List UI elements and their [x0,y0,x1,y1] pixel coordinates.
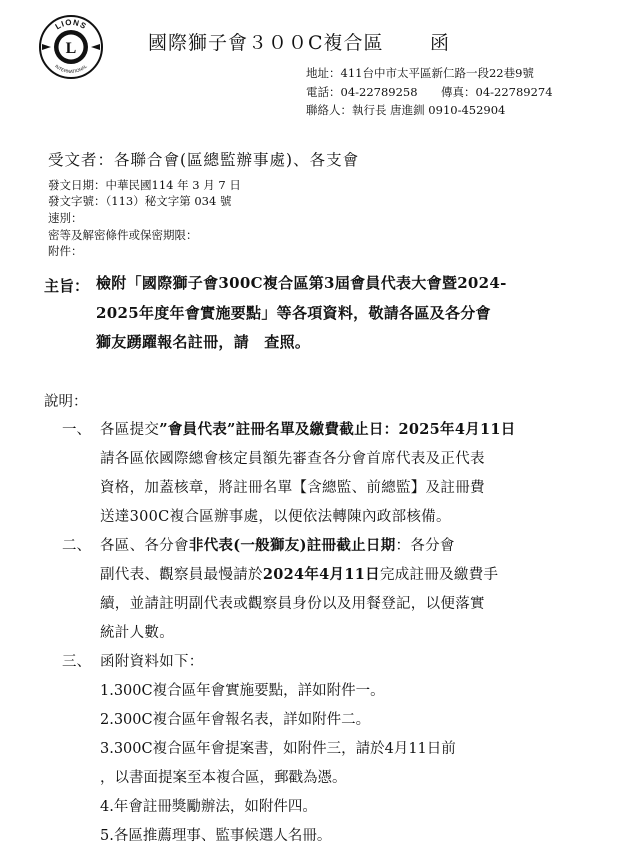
organization-title: 國際獅子會３００C複合區 [148,32,384,54]
speed-class: 速別： [48,211,83,225]
item-line: 函附資料如下： [100,654,204,670]
item-text: ：各分會 [395,538,455,554]
item-text: 完成註冊及繳費手 [379,567,499,583]
item-line: 資格，加蓋核章，將註冊名單【含總監、前總監】及註冊費 [100,480,485,496]
attachment-item: ，以書面提案至本複合區，郵戳為憑。 [100,770,347,786]
fax: 傳真：04-22789274 [441,85,553,99]
subject-line: 檢附「國際獅子會300C複合區第3屆會員代表大會暨2024- [96,274,507,292]
item-number: 一、 [62,422,91,438]
item-text: 副代表、觀察員最慢請於 [100,567,263,583]
svg-text:INTERNATIONAL: INTERNATIONAL [53,63,88,75]
item-line [100,563,498,584]
item-text: 各區提交 [100,422,160,438]
subject-line: 2025年度年會實施要點」等各項資料，敬請各區及各分會 [96,304,491,322]
item-deadline: 2024年4月11日 [262,566,380,583]
item-deadline: ”會員代表”註冊名單及繳費截止日：2025年4月11日 [159,421,516,438]
svg-text:LIONS: LIONS [53,17,89,32]
contact-person: 聯絡人：執行長 唐進釧 0910-452904 [306,103,506,117]
attachment-item: 3.300C複合區年會提案書，如附件三，請於4月11日前 [100,741,456,757]
item-number: 三、 [62,654,91,670]
svg-text:L: L [65,40,77,57]
item-line: 統計人數。 [100,625,174,641]
attachment-item: 5.各區推薦理事、監事候選人名冊。 [100,828,332,844]
attachments: 附件： [48,244,83,258]
attachment-item: 2.300C複合區年會報名表，詳如附件二。 [100,712,371,728]
item-text: 各區、各分會 [100,538,189,554]
attachment-item: 1.300C複合區年會實施要點，詳如附件一。 [100,683,385,699]
description-label: 說明： [44,394,88,410]
attachment-item: 4.年會註冊獎勵辦法，如附件四。 [100,799,317,815]
phone: 電話：04-22789258 [306,85,418,99]
item-line: 請各區依國際總會核定員額先審查各分會首席代表及正代表 [100,451,485,467]
item-line [100,534,455,555]
lions-logo [38,14,104,80]
item-line: 送達300C複合區辦事處，以便依法轉陳內政部核備。 [100,509,451,525]
item-line [100,418,516,439]
subject-line: 獅友踴躍報名註冊，請 查照。 [96,333,311,351]
letter-type: 函 [430,32,450,54]
recipient: 受文者：各聯合會(區總監辦事處)、各支會 [48,151,360,169]
secrecy-level: 密等及解密條件或保密期限： [48,228,198,242]
subject-label: 主旨： [44,277,90,295]
issue-date: 發文日期：中華民國114 年 3 月 7 日 [48,178,241,192]
item-deadline: 非代表(一般獅友)註冊截止日期 [188,537,396,554]
item-line: 續，並請註明副代表或觀察員身份以及用餐登記，以便落實 [100,596,485,612]
document-number: 發文字號：（113）秘文字第 034 號 [48,194,232,208]
item-number: 二、 [62,538,91,554]
address: 地址：411台中市太平區新仁路一段22巷9號 [306,66,534,80]
